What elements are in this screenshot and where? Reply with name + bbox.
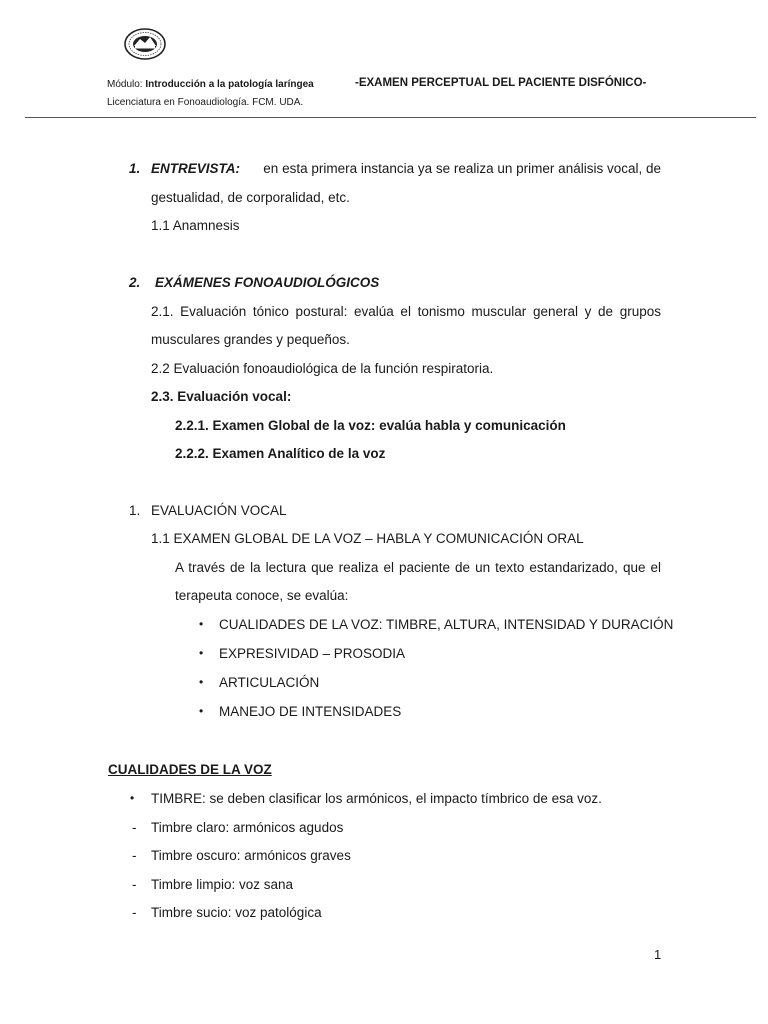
bullet-icon: • <box>199 617 204 631</box>
bullet-icon: • <box>130 791 135 805</box>
section3-bullet-4: MANEJO DE INTENSIDADES <box>219 704 402 719</box>
section2-item3-sub2: 2.2.2. Examen Analítico de la voz <box>175 446 386 461</box>
timbre-item-1: Timbre claro: armónicos agudos <box>151 820 344 835</box>
header-divider <box>25 117 756 118</box>
section2-item1-line2: musculares grandes y pequeños. <box>151 332 350 347</box>
section1-text-line1: en esta primera instancia ya se realiza un primer análisis vocal, de <box>263 161 661 176</box>
timbre-bullet: TIMBRE: se deben clasificar los armónicos, el impacto tímbrico de esa voz. <box>151 791 602 806</box>
dash-marker: - <box>132 905 137 920</box>
timbre-item-2: Timbre oscuro: armónicos graves <box>151 848 351 863</box>
section1-text-line2: gestualidad, de corporalidad, etc. <box>151 190 350 205</box>
section2-number: 2. <box>129 275 141 290</box>
section1-heading-line <box>129 161 661 176</box>
timbre-item-4: Timbre sucio: voz patológica <box>151 905 322 920</box>
section1-sub1: 1.1 Anamnesis <box>151 218 240 233</box>
section2-title: EXÁMENES FONOAUDIOLÓGICOS <box>155 275 380 290</box>
bullet-icon: • <box>199 675 204 689</box>
dash-marker: - <box>132 848 137 863</box>
section3-number: 1. <box>129 503 141 518</box>
module-name: Introducción a la patología laríngea <box>145 79 314 90</box>
page-number: 1 <box>654 947 662 962</box>
bullet-icon: • <box>199 646 204 660</box>
section3-bullet-2: EXPRESIVIDAD – PROSODIA <box>219 646 406 661</box>
section3-para-line1: A través de la lectura que realiza el paciente de un texto estandarizado, que el <box>175 560 661 575</box>
timbre-item-3: Timbre limpio: voz sana <box>151 877 294 892</box>
header-module <box>107 79 314 90</box>
section3-title: EVALUACIÓN VOCAL <box>151 503 287 518</box>
section3-bullet-3: ARTICULACIÓN <box>219 675 320 690</box>
section1-number: 1. <box>129 161 141 176</box>
section2-item2: 2.2 Evaluación fonoaudiológica de la función respiratoria. <box>151 361 494 376</box>
section1-title: ENTREVISTA: <box>151 161 241 176</box>
header-career: Licenciatura en Fonoaudiología. FCM. UDA. <box>107 97 304 108</box>
module-label: Módulo: <box>107 79 143 90</box>
exam-title: -EXAMEN PERCEPTUAL DEL PACIENTE DISFÓNICO- <box>355 77 647 89</box>
cualidades-heading: CUALIDADES DE LA VOZ <box>108 762 272 777</box>
section3-para-line2: terapeuta conoce, se evalúa: <box>175 588 349 603</box>
section3-bullet-1: CUALIDADES DE LA VOZ: TIMBRE, ALTURA, INTENSIDAD Y DURACIÓN <box>219 617 674 632</box>
section3-sub: 1.1 EXAMEN GLOBAL DE LA VOZ – HABLA Y COMUNICACIÓN ORAL <box>151 531 584 546</box>
dash-marker: - <box>132 820 137 835</box>
section2-heading <box>129 275 379 290</box>
section2-item3-sub1: 2.2.1. Examen Global de la voz: evalúa habla y comunicación <box>175 418 566 433</box>
section3-heading <box>129 503 287 518</box>
university-seal-icon <box>123 27 167 61</box>
section2-item1-line1: 2.1. Evaluación tónico postural: evalúa el tonismo muscular general y de grupos <box>151 304 661 319</box>
bullet-icon: • <box>199 704 204 718</box>
dash-marker: - <box>132 877 137 892</box>
section2-item3: 2.3. Evaluación vocal: <box>151 389 292 404</box>
